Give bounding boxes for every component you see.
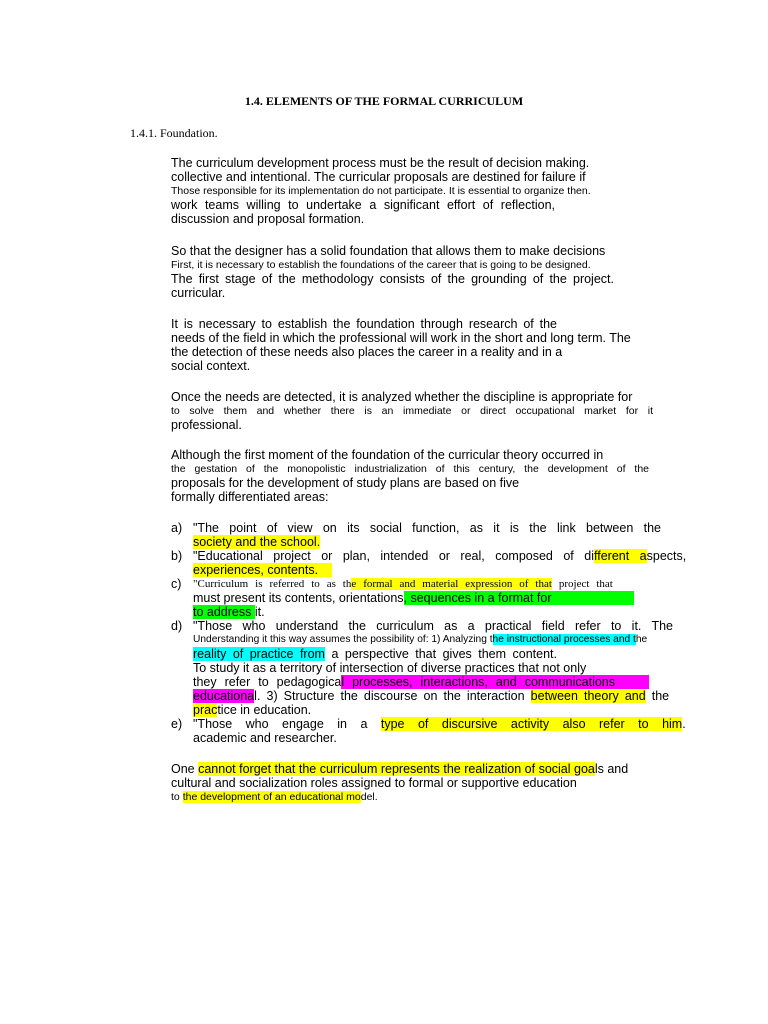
highlight-cyan: he instructional processes and t — [492, 634, 636, 645]
paragraph-6-line-3 — [171, 790, 378, 804]
highlight-yellow: the development of an educational mo — [182, 791, 361, 803]
highlight-green: to address — [193, 605, 255, 619]
text-run: ls and — [594, 762, 629, 776]
paragraph-1-line-4: work teams willing to undertake a significant effort of reflection, — [171, 198, 555, 212]
text-run: it. — [254, 605, 265, 619]
paragraph-3-line-1: It is necessary to establish the foundation through research of the — [171, 317, 557, 331]
paragraph-1-line-5: discussion and proposal formation. — [171, 212, 365, 226]
text-run: they refer to pedagogica — [193, 675, 342, 689]
paragraph-2-line-4: curricular. — [171, 286, 226, 300]
list-item-d-line-1: "Those who understand the curriculum as a practical field refer to it. The — [193, 619, 673, 633]
paragraph-2-line-2: First, it is necessary to establish the foundations of the career that is going to be designed. — [171, 259, 591, 271]
list-item-c-line-1 — [193, 577, 613, 591]
list-item-b-line-2 — [193, 563, 332, 577]
text-run: One — [171, 762, 199, 776]
text-run: "Those who engage in a — [193, 717, 381, 731]
paragraph-3-line-2: needs of the field in which the professional will work in the short and long term. The — [171, 331, 631, 345]
highlight-yellow: between theory and — [530, 689, 646, 703]
list-label-c: c) — [171, 577, 182, 591]
highlight-cyan: reality of practice from — [193, 647, 325, 661]
paragraph-4-line-3: professional. — [171, 418, 242, 432]
highlight-yellow: cannot forget that the curriculum represents the realization of social goa — [198, 762, 595, 776]
text-run: he — [635, 634, 648, 645]
text-run: del. — [360, 791, 378, 803]
list-label-b: b) — [171, 549, 183, 563]
text-run: tice in education. — [217, 703, 312, 717]
list-item-d-line-4: To study it as a territory of intersection of diverse practices that not only — [193, 661, 587, 675]
paragraph-4-line-2: to solve them and whether there is an immediate or direct occupational market for it — [171, 405, 653, 417]
text-run: Understanding it this way assumes the possibility of: 1) Analyzing t — [193, 634, 493, 645]
list-item-d-line-6 — [193, 689, 669, 703]
text-run: must present its contents, orientations — [193, 591, 404, 605]
paragraph-5-line-4: formally differentiated areas: — [171, 490, 329, 504]
paragraph-2-line-1: So that the designer has a solid foundation that allows them to make decisions — [171, 244, 606, 258]
list-item-e-line-2: academic and researcher. — [193, 731, 337, 745]
list-item-d-line-5 — [193, 675, 649, 689]
paragraph-1-line-2: collective and intentional. The curricular proposals are destined for failure if — [171, 170, 586, 184]
list-label-a: a) — [171, 521, 183, 535]
highlight-magenta: educationa — [193, 689, 255, 703]
list-item-d-line-2 — [193, 633, 647, 647]
highlight-yellow: fferent a — [593, 549, 647, 563]
paragraph-6-line-2: cultural and socialization roles assigned to formal or supportive education — [171, 776, 577, 790]
paragraph-3-line-4: social context. — [171, 359, 251, 373]
paragraph-3-line-3: the detection of these needs also places the career in a reality and in a — [171, 345, 563, 359]
paragraph-6-line-1 — [171, 762, 628, 776]
text-run: project that — [551, 578, 613, 590]
paragraph-5-line-2: the gestation of the monopolistic industrialization of this century, the development of the — [171, 463, 649, 475]
highlight-yellow: prac — [193, 703, 218, 717]
text-run: . — [682, 717, 686, 731]
list-item-a-line-2 — [193, 535, 320, 549]
list-item-c-line-3 — [193, 605, 265, 619]
page-title: 1.4. ELEMENTS OF THE FORMAL CURRICULUM — [244, 94, 524, 108]
text-run: spects, — [646, 549, 687, 563]
text-run: "Educational project or plan, intended or real, composed of di — [193, 549, 594, 563]
highlight-yellow: e formal and material expression of that — [351, 578, 552, 590]
highlight-green: , sequences in a format for — [404, 591, 634, 605]
list-item-d-line-3 — [193, 647, 557, 661]
list-item-a-line-1: "The point of view on its social function, as it is the link between the — [193, 521, 661, 535]
paragraph-1-line-3: Those responsible for its implementation do not participate. It is essential to organize then. — [171, 185, 591, 197]
highlight-magenta: l processes, interactions, and communications — [341, 675, 649, 689]
text-run: to — [171, 791, 183, 803]
paragraph-2-line-3: The first stage of the methodology consists of the grounding of the project. — [171, 272, 614, 286]
paragraph-4-line-1: Once the needs are detected, it is analyzed whether the discipline is appropriate for — [171, 390, 633, 404]
list-label-d: d) — [171, 619, 183, 633]
list-item-d-line-7 — [193, 703, 311, 717]
highlight-yellow: type of discursive activity also refer to him — [380, 717, 683, 731]
text-run: the — [645, 689, 670, 703]
paragraph-1-line-1: The curriculum development process must be the result of decision making. — [171, 156, 590, 170]
text-run: "Curriculum is referred to as th — [193, 578, 352, 590]
list-item-e-line-1 — [193, 717, 686, 731]
highlight-yellow: society and the school. — [193, 535, 321, 549]
paragraph-5-line-1: Although the first moment of the foundation of the curricular theory occurred in — [171, 448, 604, 462]
list-label-e: e) — [171, 717, 183, 731]
list-item-c-line-2 — [193, 591, 634, 605]
section-heading: 1.4.1. Foundation. — [130, 126, 218, 140]
text-run: l. 3) Structure the discourse on the interaction — [254, 689, 531, 703]
text-run: a perspective that gives them content. — [324, 647, 557, 661]
highlight-yellow: experiences, contents. — [193, 563, 332, 577]
paragraph-5-line-3: proposals for the development of study plans are based on five — [171, 476, 520, 490]
list-item-b-line-1 — [193, 549, 686, 563]
